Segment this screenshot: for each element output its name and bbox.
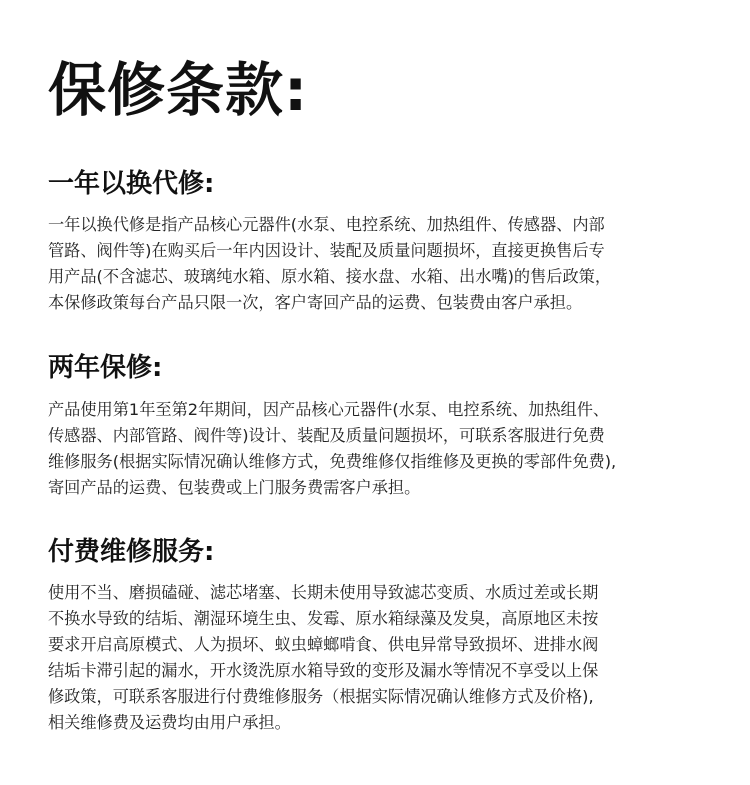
body-line: 相关维修费及运费均由用户承担。	[48, 713, 291, 732]
section-one-year-replacement	[48, 166, 708, 316]
body-line: 用产品(不含滤芯、玻璃纯水箱、原水箱、接水盘、水箱、出水嘴)的售后政策，	[48, 267, 612, 286]
page-title: 保修条款:	[48, 56, 309, 124]
section-heading: 付费维修服务:	[48, 537, 215, 567]
body-line: 维修服务(根据实际情况确认维修方式，免费维修仅指维修及更换的零部件免费),	[48, 452, 617, 471]
body-line: 寄回产品的运费、包装费或上门服务费需客户承担。	[48, 478, 421, 497]
body-line: 一年以换代修是指产品核心元器件(水泵、电控系统、加热组件、传感器、内部	[48, 215, 605, 234]
body-line: 结垢卡滞引起的漏水，开水烫洗原水箱导致的变形及漏水等情况不享受以上保	[48, 661, 599, 680]
body-line: 传感器、内部管路、阀件等)设计、装配及质量问题损坏，可联系客服进行免费	[48, 426, 605, 445]
body-line: 本保修政策每台产品只限一次，客户寄回产品的运费、包装费由客户承担。	[48, 293, 583, 312]
body-line: 使用不当、磨损磕碰、滤芯堵塞、长期未使用导致滤芯变质、水质过差或长期	[48, 583, 599, 602]
section-two-year-warranty	[48, 350, 708, 501]
section-body	[48, 397, 708, 501]
section-body	[48, 580, 708, 736]
body-line: 管路、阀件等)在购买后一年内因设计、装配及质量问题损坏，直接更换售后专	[48, 241, 605, 260]
body-line: 修政策，可联系客服进行付费维修服务（根据实际情况确认维修方式及价格),	[48, 687, 594, 706]
body-line: 不换水导致的结垢、潮湿环境生虫、发霉、原水箱绿藻及发臭，高原地区未按	[48, 609, 599, 628]
section-paid-repair-service	[48, 534, 708, 736]
section-heading: 一年以换代修:	[48, 169, 215, 199]
body-line: 要求开启高原模式、人为损坏、蚁虫蟑螂啃食、供电异常导致损坏、进排水阀	[48, 635, 599, 654]
body-line: 产品使用第1年至第2年期间，因产品核心元器件(水泵、电控系统、加热组件、	[48, 400, 610, 419]
section-body	[48, 212, 708, 316]
section-heading: 两年保修:	[48, 353, 163, 383]
